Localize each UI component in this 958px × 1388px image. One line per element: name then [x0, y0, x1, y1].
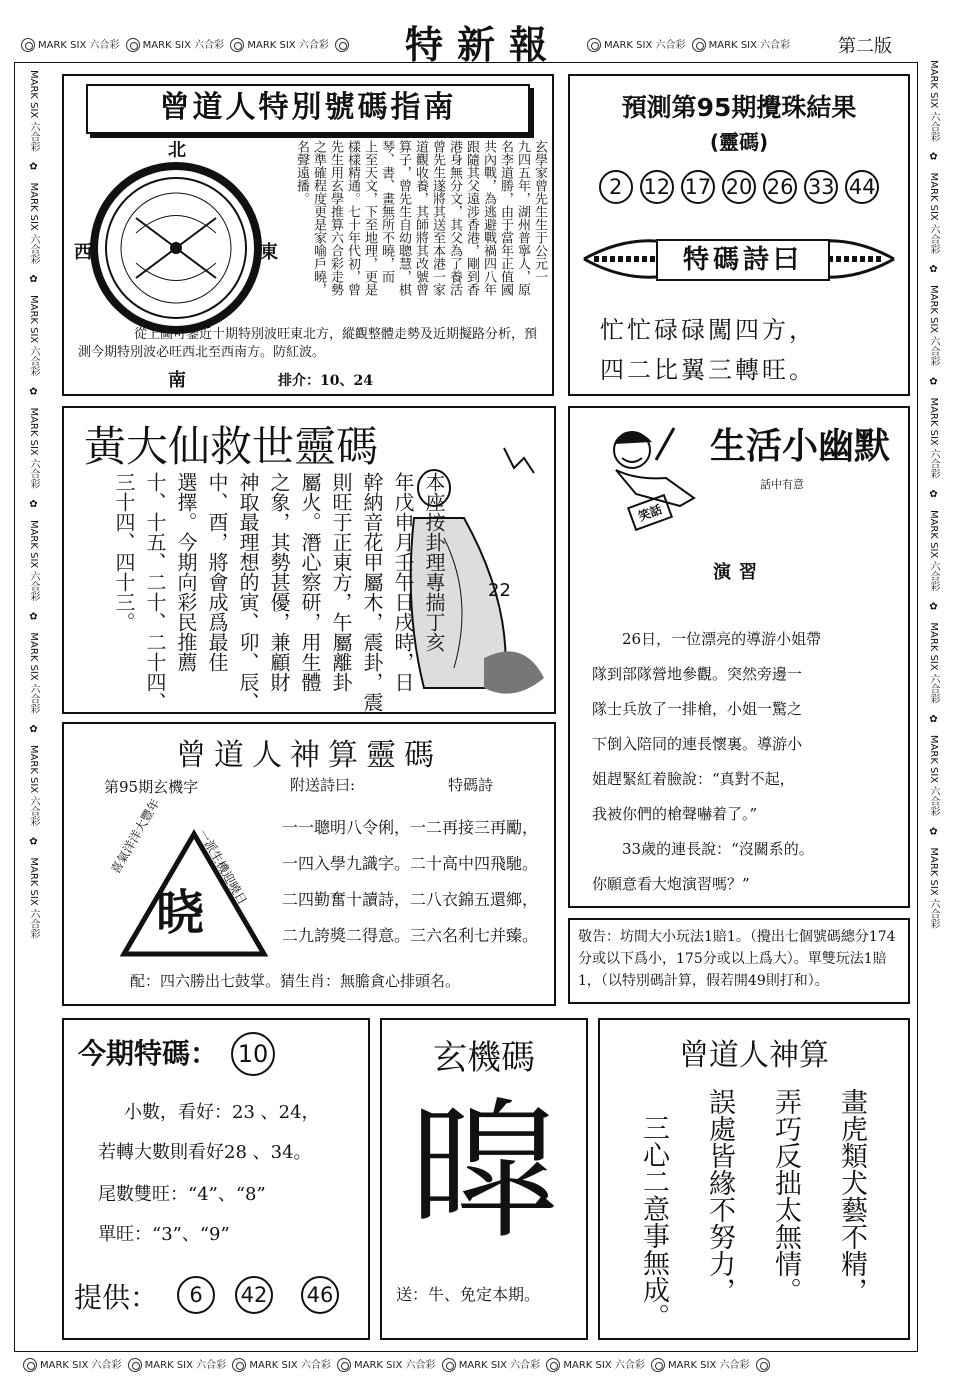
shensuan-panel: [598, 1018, 910, 1340]
special-line-4: 單旺：“3”、“9”: [98, 1224, 230, 1245]
story-line: 下倒入陪同的連長懷裏。導游小: [592, 735, 803, 753]
ball-number: 26: [763, 170, 797, 204]
notice-panel: [568, 918, 910, 1004]
ball-number: 44: [845, 170, 879, 204]
flower-icon: [230, 38, 244, 52]
special-title: 今期特碼：: [78, 1037, 219, 1070]
text-column: 算子，曾先生自幼聰慧，棋: [396, 140, 411, 296]
top-brand-strip-left: [18, 30, 378, 56]
story-line: 26日，一位漂亮的導游小姐帶: [622, 630, 822, 648]
text-column: 琴、書、畫無所不曉，而: [379, 140, 394, 283]
text-column: 屬火。潛心察研，用生體: [298, 472, 322, 692]
text-column: 幹納音花甲屬木，震卦，震: [360, 472, 384, 712]
compass-east: 東: [260, 242, 278, 263]
flower-icon: [546, 1358, 560, 1372]
ball-number: 17: [681, 170, 715, 204]
flower-icon: [335, 38, 349, 52]
spirit-attached: 附送詩曰:: [290, 776, 356, 794]
triangle-left-text: 喜氣洋洋大豐年: [108, 796, 163, 877]
newspaper-title: 特新報: [404, 22, 561, 67]
story-line: 你願意看大炮演習嗎？”: [592, 875, 750, 893]
text-column: 名聲遠播。: [294, 140, 309, 205]
provide-label: 提供：: [74, 1281, 159, 1314]
special-panel: [62, 1018, 370, 1340]
text-column: 道觀收養，其師將其改號曾: [413, 140, 428, 296]
provide-number: 42: [235, 1276, 273, 1314]
story-line: 我被你們的槍聲嚇着了。”: [592, 805, 758, 823]
flower-icon: [21, 38, 35, 52]
flower-icon: [756, 1358, 770, 1372]
triangle-char: 晓: [156, 885, 205, 941]
flower-icon: [23, 1358, 37, 1372]
ball-number: 2: [599, 170, 633, 204]
flower-icon: [126, 38, 140, 52]
brand-repeat: MARK SIX 六合彩 MARK SIX 六合彩 MARK SIX 六合彩: [18, 36, 352, 52]
spirit-issue: 第95期玄機字: [104, 778, 199, 796]
story-line: 隊到部隊營地參觀。突然旁邊一: [592, 665, 803, 683]
humor-panel: [568, 406, 910, 908]
spirit-title: 曾道人神算靈碼: [176, 738, 442, 773]
mystic-title: 玄機碼: [433, 1038, 535, 1078]
poem-line: 一一聰明八令俐，一二再接三再勵，: [282, 818, 539, 837]
text-column: 之準確程度更是家喻戶曉，: [311, 140, 326, 296]
text-column: 選擇。今期向彩民推薦: [174, 472, 198, 672]
text-column: 上至天文，下至地理，更是: [362, 140, 377, 296]
shensuan-col: 三心二意事無成。: [638, 1114, 669, 1330]
poem-line-1: 忙忙碌碌闖四方，: [600, 316, 816, 344]
poem-line-2: 四二比翼三轉旺。: [600, 356, 816, 384]
flower-icon: [442, 1358, 456, 1372]
spirit-panel: [62, 722, 556, 1006]
triangle-right-text: 一派生機迎曉日: [195, 827, 250, 908]
poem-line: 一四入學九識字。二十高中四飛馳。: [282, 854, 539, 873]
poem-line: 二四勤奮十讀詩，二八衣錦五還鄉，: [282, 890, 539, 909]
compass-south: 南: [168, 370, 186, 391]
bottom-brand-strip: MARK SIX 六合彩 MARK SIX 六合彩 MARK SIX 六合彩 MARK SIX 六合彩 MARK SIX 六合彩 MARK SIX 六合彩 MARK SIX 六合彩: [20, 1352, 920, 1376]
spirit-poem-label: 特碼詩: [448, 776, 494, 794]
wong-panel: [62, 406, 556, 714]
ball-number: 12: [640, 170, 674, 204]
guide-rank: 排介：10、24: [278, 373, 373, 389]
shensuan-title: 曾道人神算: [679, 1038, 829, 1073]
humor-subtitle: 話中有意: [760, 478, 804, 491]
mystic-footnote: 送：牛、免定本期。: [396, 1285, 541, 1304]
provide-number: 6: [177, 1276, 215, 1314]
text-column: 港身無分文，其父為了養活: [447, 140, 462, 296]
spirit-footnote: 配：四六勝出七鼓掌。猜生肖：無膽貪心排頭名。: [130, 972, 461, 990]
text-column: 跟隨其父遠涉香港，剛到香: [464, 140, 479, 296]
prediction-subtitle: (靈碼): [709, 130, 769, 154]
flower-icon: [232, 1358, 246, 1372]
humor-title: 生活小幽默: [710, 426, 891, 467]
ball-number: 33: [804, 170, 838, 204]
right-side-strip: MARK SIX 六合彩 ✿ MARK SIX 六合彩 ✿ MARK SIX 六合彩 ✿ MARK SIX 六合彩 ✿ MARK SIX 六合彩 ✿ MARK SIX 六合彩 ✿ MARK SIX 六合彩 ✿ MARK SIX 六合彩: [928, 60, 939, 929]
text-column: 則旺于正東方，午屬離卦: [329, 472, 353, 692]
prediction-numbers: [570, 170, 908, 204]
story-title: 演習: [713, 562, 765, 583]
text-column: 名李道勝，由于當年正值國: [498, 140, 513, 296]
text-column: 三十四、四十三。: [112, 472, 136, 632]
figure-number: 22: [488, 580, 511, 601]
compass-north: 北: [168, 140, 186, 161]
text-column: 神取最理想的寅、卯、辰、: [236, 472, 260, 712]
joke-badge: 笑話: [627, 494, 673, 531]
story-line: 姐趕緊紅着臉說：“真對不起，: [592, 770, 795, 788]
ball-number: 20: [722, 170, 756, 204]
story-text: [592, 622, 896, 902]
mystic-glyph: 暭: [408, 1086, 559, 1260]
poem-line: 二九誇獎二得意。三六名利七并臻。: [282, 926, 539, 945]
prediction-panel: [568, 74, 910, 396]
flower-icon: [587, 38, 601, 52]
top-brand-strip-right: MARK SIX 六合彩 MARK SIX 六合彩: [584, 30, 824, 56]
compass-west: 西: [74, 242, 92, 263]
guide-note: 從上圖可鑒近十期特別波旺東北方，縱觀整體走勢及近期擬路分析，預測今期特別波必旺西北至西南方。防紅波。: [78, 327, 538, 360]
shensuan-col: 畫虎類犬藝不精，: [836, 1088, 867, 1304]
text-column: 之象，其勢甚優，兼顧財: [267, 472, 291, 692]
text-column: 十、十五、二十、二十四、: [143, 472, 167, 712]
text-column: 玄學家曾先生生于公元一: [532, 140, 547, 283]
prediction-title: 預測第95期攪珠結果: [621, 93, 857, 122]
guide-text: [290, 140, 546, 330]
text-column: 本座按卦理專揣丁亥: [422, 472, 446, 652]
mystic-panel: [380, 1018, 588, 1340]
flower-icon: [692, 38, 706, 52]
text-column: 共內戰，為逃避戰禍四八年: [481, 140, 496, 296]
provide-number: 46: [301, 1276, 339, 1314]
flower-icon: [128, 1358, 142, 1372]
notice-text: 敬告：坊間大小玩法1賠1。（攪出七個號碼總分174分或以下爲小，175分或以上爲大）。單雙玩法1賠1，（以特別碼計算，假若開49則打和）。: [578, 929, 896, 989]
story-line: 33歲的連長說：“沒關系的。: [622, 840, 814, 858]
shensuan-col: 誤處皆緣不努力，: [704, 1088, 735, 1304]
text-column: 樣樣精通。七十年代初，曾: [345, 140, 360, 296]
special-line-3: 尾數雙旺：“4”、“8”: [98, 1184, 266, 1205]
text-column: 中、酉，將會成爲最佳: [205, 472, 229, 672]
shensuan-col: 弄巧反拙太無情。: [770, 1088, 801, 1304]
flower-icon: [337, 1358, 351, 1372]
text-column: 年戊申月壬午日戌時，日: [391, 472, 415, 692]
text-column: 九四五年，湖州普寧人，原: [515, 140, 530, 296]
guide-panel: [62, 74, 554, 396]
wong-title: 黃大仙救世靈碼: [84, 422, 379, 471]
guide-title: 曾道人特別號碼指南: [86, 84, 530, 134]
text-column: 先生用玄學推算六合彩走勢: [328, 140, 343, 296]
edition-label: 第二版: [838, 36, 892, 57]
text-column: 曾先生遂將其送至本港一家: [430, 140, 445, 296]
spirit-poem: [282, 810, 552, 954]
left-side-strip: MARK SIX 六合彩 ✿ MARK SIX 六合彩 ✿ MARK SIX 六合彩 ✿ MARK SIX 六合彩 ✿ MARK SIX 六合彩 ✿ MARK SIX 六合彩 ✿ MARK SIX 六合彩 ✿ MARK SIX 六合彩: [28, 70, 39, 939]
story-line: 隊士兵放了一排槍，小姐一驚之: [592, 700, 803, 718]
special-line-1: 小數，看好：23 、24，: [124, 1102, 320, 1123]
poem-title: 特碼詩曰: [656, 239, 830, 281]
wong-text: [100, 472, 446, 712]
flower-icon: [651, 1358, 665, 1372]
special-number: 10: [231, 1032, 275, 1076]
special-line-2: 若轉大數則看好28 、34。: [98, 1142, 312, 1163]
